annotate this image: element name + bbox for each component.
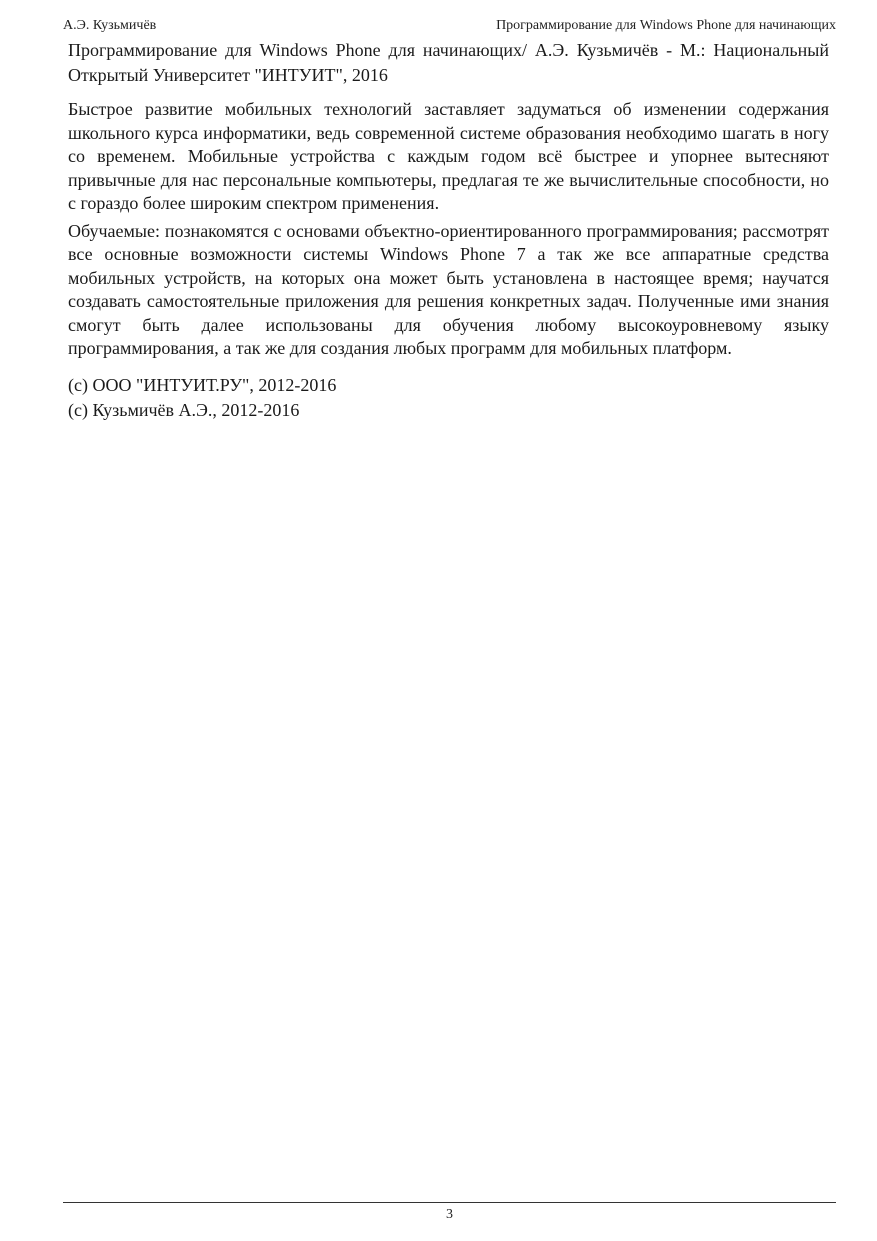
header-book-title: Программирование для Windows Phone для начинающих xyxy=(496,18,836,33)
copyright-intuit: (c) ООО "ИНТУИТ.РУ", 2012-2016 xyxy=(68,374,337,395)
running-header xyxy=(63,16,836,36)
learners-paragraph: Обучаемые: познакомятся с основами объектно-ориентированного программирования; рассмотрят все основные возможности системы Windows Phone 7 а так же все аппаратные средства мобильных устройств, на которых она может быть установлена в настоящее время; научатся создавать самостоятельные приложения для решения конкретных задач. Полученные ими знания смогут быть далее использованы для обучения любому высокоуровневому языку программирования, а так же для создания любых программ для мобильных платформ. xyxy=(68,220,829,358)
copyright-author: (c) Кузьмичёв А.Э., 2012-2016 xyxy=(68,399,300,420)
footer-divider xyxy=(63,1202,836,1203)
page-content xyxy=(68,38,829,423)
annotation-paragraph: Быстрое развитие мобильных технологий заставляет задуматься об изменении содержания школьного курса информатики, ведь современной системе образования необходимо шагать в ногу со временем. Мобильные устройства с каждым годом всё быстрее и упорнее вытесняют привычные для нас персональные компьютеры, предлагая те же вычислительные способности, но с гораздо более широким спектром применения. xyxy=(68,99,829,213)
page-number: 3 xyxy=(446,1207,453,1222)
header-author: А.Э. Кузьмичёв xyxy=(63,18,157,33)
bibliographic-citation: Программирование для Windows Phone для начинающих/ А.Э. Кузьмичёв - М.: Национальный Открытый Университет "ИНТУИТ", 2016 xyxy=(68,40,829,85)
